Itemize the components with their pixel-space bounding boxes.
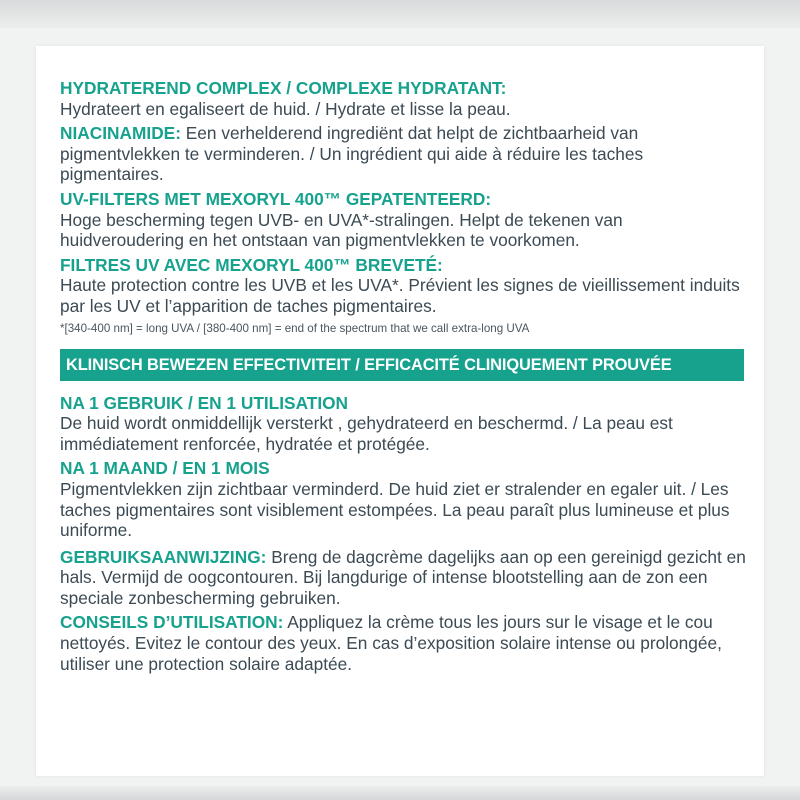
result-heading: NA 1 MAAND / EN 1 MOIS: [60, 458, 270, 479]
section-heading: UV-FILTERS MET MEXORYL 400™ GEPATENTEERD:: [60, 188, 492, 209]
usage-nl: [60, 547, 750, 609]
result-body: Pigmentvlekken zijn zichtbaar verminderd. De huid ziet er stralender en egaler uit. / Les taches pigmentaires sont visiblement estompées. La peau paraît plus lumineuse et plus uniforme.: [60, 478, 730, 541]
result-first-use: [60, 393, 750, 455]
section-uv-filters-fr: [60, 255, 750, 317]
usage-heading: CONSEILS D’UTILISATION:: [60, 612, 284, 633]
section-body: Haute protection contre les UVB et les UVA*. Prévient les signes de vieillissement induits par les UV et l’apparition de taches pigmentaires.: [60, 275, 740, 316]
section-hydrating-complex: [60, 78, 750, 119]
result-one-month: [60, 458, 750, 540]
usage-body: Breng de dagcrème dagelijks aan op een gereinigd gezicht en hals. Vermijd de oogcontouren. Bij langdurige of intense blootstelling aan de zon een speciale zonbescherming gebruiken.: [60, 546, 746, 608]
usage-body: Appliquez la crème tous les jours sur le visage et le cou nettoyés. Evitez le contour des yeux. En cas d’exposition solaire intense ou prolongée, utiliser une protection solaire adaptée.: [60, 612, 722, 674]
section-heading: FILTRES UV AVEC MEXORYL 400™ BREVETÉ:: [60, 254, 443, 275]
section-niacinamide: [60, 123, 750, 185]
section-heading: NIACINAMIDE:: [60, 123, 181, 144]
clinical-banner: KLINISCH BEWEZEN EFFECTIVITEIT / EFFICACITÉ CLINIQUEMENT PROUVÉE: [60, 349, 744, 381]
usage-fr: [60, 612, 750, 674]
section-body: Hoge bescherming tegen UVB- en UVA*-stralingen. Helpt de tekenen van huidveroudering en het ontstaan van pigmentvlekken te voorkomen.: [60, 209, 623, 251]
usage-heading: GEBRUIKSAANWIJZING:: [60, 546, 267, 567]
result-heading: NA 1 GEBRUIK / EN 1 UTILISATION: [60, 392, 349, 413]
result-body: De huid wordt onmiddellijk versterkt , gehydrateerd en beschermd. / La peau est immédiatement renforcée, hydratée et protégée.: [60, 413, 673, 454]
section-heading: HYDRATEREND COMPLEX / COMPLEXE HYDRATANT:: [60, 78, 507, 98]
box-bottom-edge: [0, 786, 800, 800]
label-content: [60, 78, 750, 678]
box-top-edge: [0, 0, 800, 28]
section-uv-filters-nl: [60, 189, 750, 251]
uva-footnote: *[340-400 nm] = long UVA / [380-400 nm] = end of the spectrum that we call extra-long UVA: [60, 321, 530, 335]
section-body: Een verhelderend ingrediënt dat helpt de zichtbaarheid van pigmentvlekken te verminderen. / Un ingrédient qui aide à réduire les taches pigmentaires.: [60, 123, 644, 185]
section-body: Hydrateert en egaliseert de huid. / Hydrate et lisse la peau.: [60, 98, 511, 119]
